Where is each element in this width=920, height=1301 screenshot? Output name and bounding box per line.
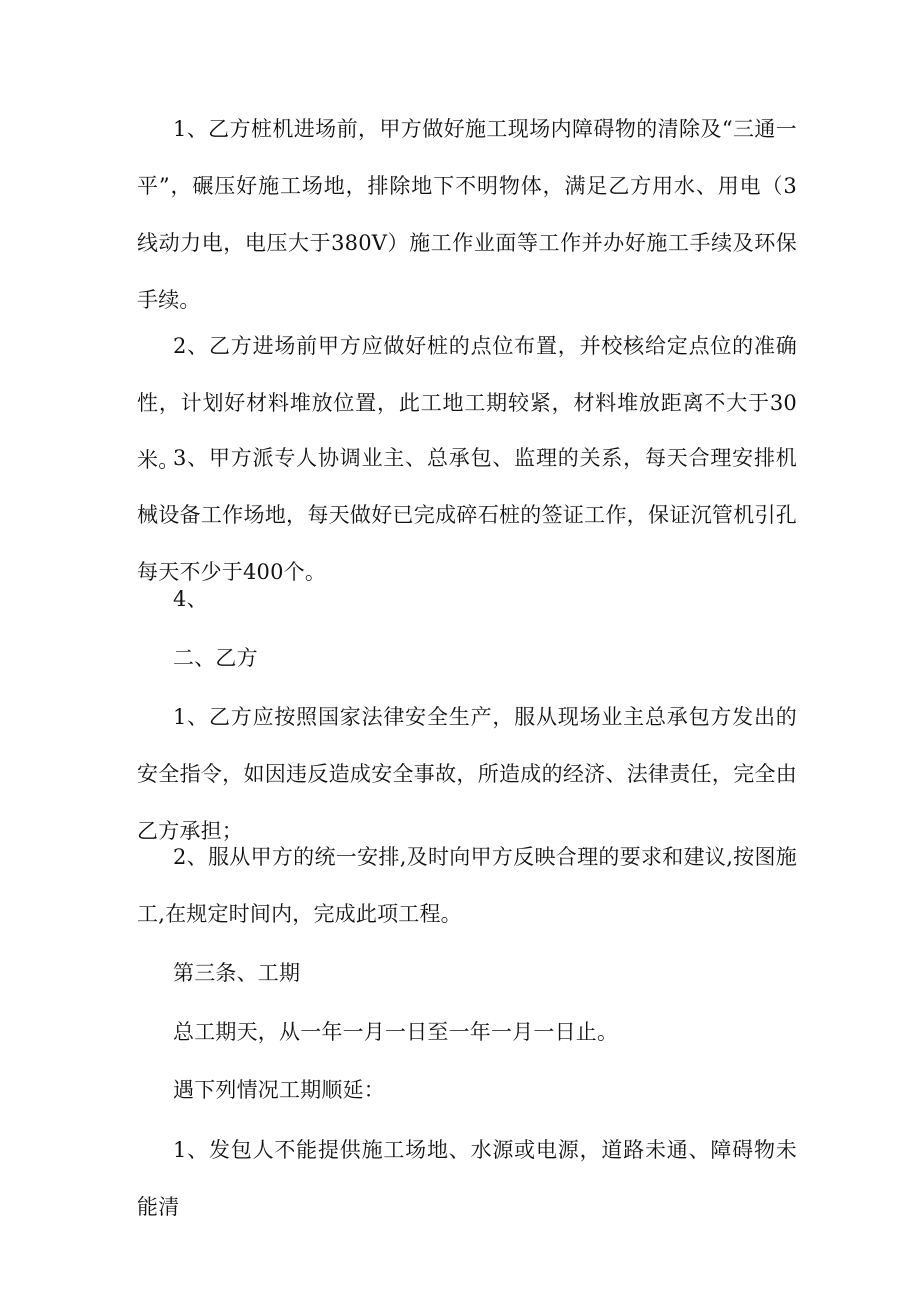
paragraph-11: 1、发包人不能提供施工场地、水源或电源，道路未通、障碍物未能清 xyxy=(137,1138,797,1219)
paragraph-6: 1、乙方应按照国家法律安全生产，服从现场业主总承包方发出的安全指令，如因违反造成安全事故，所造成的经济、法律责任，完全由乙方承担； xyxy=(137,705,797,843)
article-heading-schedule: 第三条、工期 xyxy=(173,961,301,985)
paragraph-2: 2、乙方进场前甲方应做好桩的点位布置，并校核给定点位的准确性，计划好材料堆放位置，此工地工期较紧，材料堆放距离不大于30米。 xyxy=(137,334,797,472)
section-heading-party-b: 二、乙方 xyxy=(173,646,258,670)
paragraph-10: 遇下列情况工期顺延： xyxy=(173,1078,385,1102)
paragraph-9: 总工期天，从一年一月一日至一年一月一日止。 xyxy=(173,1020,619,1044)
paragraph-4: 4、 xyxy=(173,587,208,611)
paragraph-1: 1、乙方桩机进场前，甲方做好施工现场内障碍物的清除及“三通一平”，碾压好施工场地，排除地下不明物体，满足乙方用水、用电（3线动力电，电压大于380V）施工作业面等工作并办好施工手续及环保手续。 xyxy=(137,117,797,312)
paragraph-3: 3、甲方派专人协调业主、总承包、监理的关系，每天合理安排机械设备工作场地，每天做好已完成碎石桩的签证工作，保证沉管机引孔每天不少于400个。 xyxy=(137,446,797,584)
paragraph-7: 2、服从甲方的统一安排,及时向甲方反映合理的要求和建议,按图施工,在规定时间内，完成此项工程。 xyxy=(137,845,797,926)
